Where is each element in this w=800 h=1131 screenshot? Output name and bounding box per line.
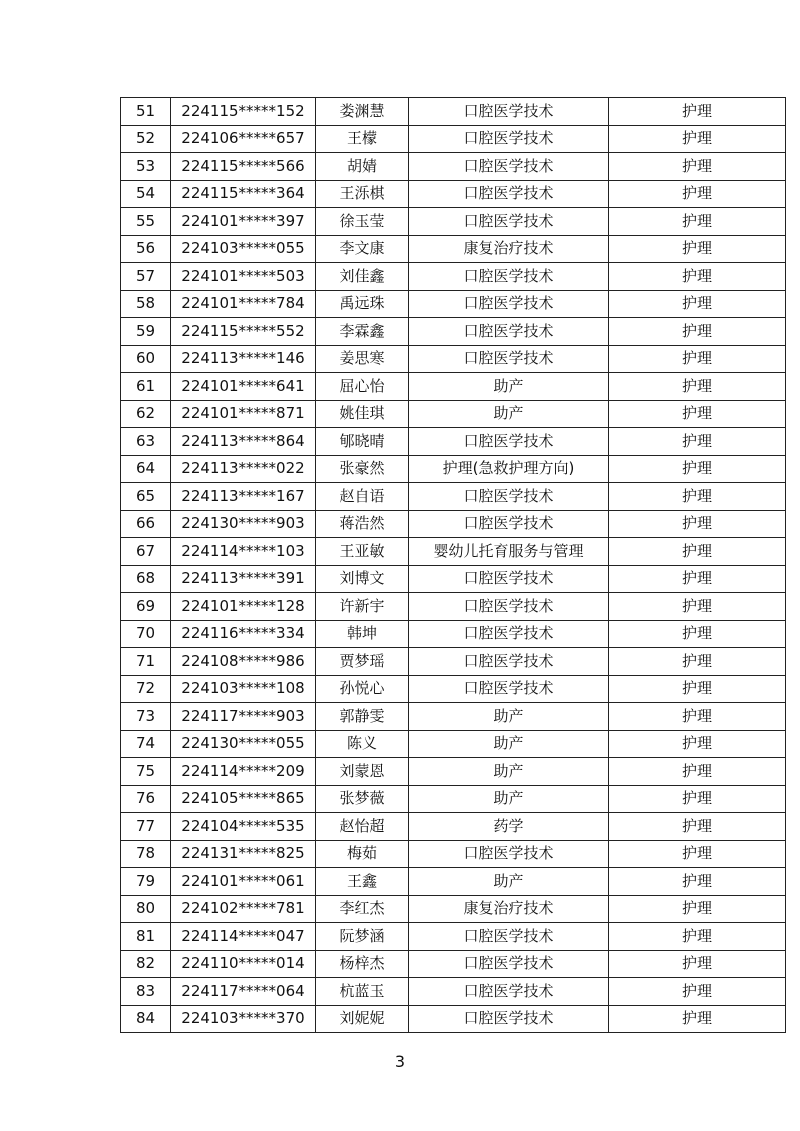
table-row: [121, 978, 786, 1006]
cell-target-major: 护理: [609, 400, 786, 428]
cell-original-major: 口腔医学技术: [409, 620, 609, 648]
cell-student-id: 224130*****055: [171, 730, 316, 758]
cell-original-major: 口腔医学技术: [409, 483, 609, 511]
table-row: [121, 208, 786, 236]
cell-original-major: 康复治疗技术: [409, 895, 609, 923]
cell-student-id: 224113*****864: [171, 428, 316, 456]
cell-seq: 65: [121, 483, 171, 511]
cell-original-major: 口腔医学技术: [409, 648, 609, 676]
table-row: [121, 180, 786, 208]
cell-target-major: 护理: [609, 593, 786, 621]
cell-original-major: 助产: [409, 785, 609, 813]
cell-original-major: 口腔医学技术: [409, 565, 609, 593]
cell-target-major: 护理: [609, 895, 786, 923]
cell-seq: 79: [121, 868, 171, 896]
table-row: [121, 565, 786, 593]
table-row: [121, 538, 786, 566]
cell-target-major: 护理: [609, 868, 786, 896]
cell-original-major: 口腔医学技术: [409, 208, 609, 236]
cell-student-id: 224103*****370: [171, 1005, 316, 1033]
cell-student-id: 224130*****903: [171, 510, 316, 538]
table-row: [121, 263, 786, 291]
cell-original-major: 口腔医学技术: [409, 428, 609, 456]
cell-student-id: 224101*****641: [171, 373, 316, 401]
cell-seq: 62: [121, 400, 171, 428]
table-row: [121, 400, 786, 428]
table-row: [121, 345, 786, 373]
cell-student-name: 王檬: [316, 125, 409, 153]
cell-student-id: 224108*****986: [171, 648, 316, 676]
cell-seq: 69: [121, 593, 171, 621]
cell-student-name: 郭静雯: [316, 703, 409, 731]
cell-seq: 55: [121, 208, 171, 236]
cell-student-name: 郇晓晴: [316, 428, 409, 456]
cell-student-id: 224113*****167: [171, 483, 316, 511]
cell-target-major: 护理: [609, 428, 786, 456]
cell-target-major: 护理: [609, 923, 786, 951]
cell-target-major: 护理: [609, 180, 786, 208]
cell-student-name: 王鑫: [316, 868, 409, 896]
cell-student-name: 徐玉莹: [316, 208, 409, 236]
cell-student-id: 224114*****047: [171, 923, 316, 951]
table-row: [121, 593, 786, 621]
cell-target-major: 护理: [609, 125, 786, 153]
table-row: [121, 813, 786, 841]
table-row: [121, 455, 786, 483]
cell-seq: 58: [121, 290, 171, 318]
cell-original-major: 口腔医学技术: [409, 345, 609, 373]
cell-seq: 52: [121, 125, 171, 153]
cell-student-name: 李文康: [316, 235, 409, 263]
cell-student-id: 224101*****871: [171, 400, 316, 428]
cell-target-major: 护理: [609, 455, 786, 483]
cell-student-id: 224117*****903: [171, 703, 316, 731]
cell-student-name: 贾梦瑶: [316, 648, 409, 676]
cell-student-name: 王泺棋: [316, 180, 409, 208]
cell-student-name: 屈心怡: [316, 373, 409, 401]
cell-target-major: 护理: [609, 373, 786, 401]
cell-student-name: 陈义: [316, 730, 409, 758]
cell-original-major: 康复治疗技术: [409, 235, 609, 263]
cell-student-id: 224114*****209: [171, 758, 316, 786]
cell-seq: 74: [121, 730, 171, 758]
cell-student-name: 杨梓杰: [316, 950, 409, 978]
cell-seq: 77: [121, 813, 171, 841]
cell-target-major: 护理: [609, 813, 786, 841]
cell-original-major: 口腔医学技术: [409, 318, 609, 346]
cell-seq: 53: [121, 153, 171, 181]
cell-target-major: 护理: [609, 950, 786, 978]
cell-student-id: 224113*****022: [171, 455, 316, 483]
cell-target-major: 护理: [609, 208, 786, 236]
cell-student-id: 224106*****657: [171, 125, 316, 153]
cell-student-name: 刘佳鑫: [316, 263, 409, 291]
cell-student-id: 224117*****064: [171, 978, 316, 1006]
table-row: [121, 950, 786, 978]
cell-target-major: 护理: [609, 153, 786, 181]
table-row: [121, 895, 786, 923]
cell-seq: 81: [121, 923, 171, 951]
cell-seq: 70: [121, 620, 171, 648]
cell-target-major: 护理: [609, 565, 786, 593]
cell-student-id: 224114*****103: [171, 538, 316, 566]
cell-original-major: 助产: [409, 868, 609, 896]
cell-student-name: 孙悦心: [316, 675, 409, 703]
table-row: [121, 98, 786, 126]
cell-original-major: 口腔医学技术: [409, 153, 609, 181]
cell-seq: 80: [121, 895, 171, 923]
cell-target-major: 护理: [609, 318, 786, 346]
cell-student-name: 娄渊慧: [316, 98, 409, 126]
table-row: [121, 675, 786, 703]
cell-original-major: 口腔医学技术: [409, 1005, 609, 1033]
cell-target-major: 护理: [609, 235, 786, 263]
cell-seq: 84: [121, 1005, 171, 1033]
cell-student-name: 蒋浩然: [316, 510, 409, 538]
cell-student-id: 224115*****552: [171, 318, 316, 346]
cell-seq: 82: [121, 950, 171, 978]
table-row: [121, 373, 786, 401]
table-row: [121, 510, 786, 538]
cell-student-name: 许新宇: [316, 593, 409, 621]
cell-student-id: 224103*****108: [171, 675, 316, 703]
cell-student-id: 224101*****128: [171, 593, 316, 621]
cell-seq: 60: [121, 345, 171, 373]
cell-original-major: 口腔医学技术: [409, 840, 609, 868]
cell-student-name: 刘蒙恩: [316, 758, 409, 786]
cell-student-id: 224102*****781: [171, 895, 316, 923]
cell-original-major: 助产: [409, 373, 609, 401]
cell-student-name: 杭蓝玉: [316, 978, 409, 1006]
cell-student-name: 张梦薇: [316, 785, 409, 813]
cell-student-name: 赵自语: [316, 483, 409, 511]
table-row: [121, 153, 786, 181]
table-row: [121, 923, 786, 951]
cell-student-id: 224105*****865: [171, 785, 316, 813]
cell-seq: 68: [121, 565, 171, 593]
cell-original-major: 婴幼儿托育服务与管理: [409, 538, 609, 566]
cell-target-major: 护理: [609, 675, 786, 703]
cell-student-name: 姚佳琪: [316, 400, 409, 428]
cell-target-major: 护理: [609, 840, 786, 868]
cell-target-major: 护理: [609, 263, 786, 291]
cell-original-major: 助产: [409, 730, 609, 758]
cell-seq: 66: [121, 510, 171, 538]
cell-student-name: 禹远珠: [316, 290, 409, 318]
table-row: [121, 868, 786, 896]
table-row: [121, 785, 786, 813]
cell-original-major: 助产: [409, 400, 609, 428]
cell-seq: 63: [121, 428, 171, 456]
cell-target-major: 护理: [609, 538, 786, 566]
cell-target-major: 护理: [609, 620, 786, 648]
cell-target-major: 护理: [609, 758, 786, 786]
cell-original-major: 口腔医学技术: [409, 290, 609, 318]
cell-student-id: 224104*****535: [171, 813, 316, 841]
cell-student-name: 韩坤: [316, 620, 409, 648]
cell-original-major: 口腔医学技术: [409, 125, 609, 153]
cell-original-major: 口腔医学技术: [409, 675, 609, 703]
cell-original-major: 助产: [409, 703, 609, 731]
table-row: [121, 1005, 786, 1033]
cell-target-major: 护理: [609, 483, 786, 511]
cell-seq: 61: [121, 373, 171, 401]
table-row: [121, 703, 786, 731]
cell-student-id: 224113*****146: [171, 345, 316, 373]
cell-student-name: 赵怡超: [316, 813, 409, 841]
table-row: [121, 620, 786, 648]
cell-original-major: 口腔医学技术: [409, 923, 609, 951]
table-row: [121, 730, 786, 758]
cell-target-major: 护理: [609, 290, 786, 318]
cell-seq: 59: [121, 318, 171, 346]
cell-original-major: 口腔医学技术: [409, 180, 609, 208]
cell-target-major: 护理: [609, 785, 786, 813]
table-row: [121, 125, 786, 153]
table-row: [121, 840, 786, 868]
cell-student-name: 李霖鑫: [316, 318, 409, 346]
cell-original-major: 口腔医学技术: [409, 950, 609, 978]
cell-student-id: 224115*****364: [171, 180, 316, 208]
page-number: 3: [394, 1052, 406, 1071]
cell-student-name: 梅茹: [316, 840, 409, 868]
cell-seq: 67: [121, 538, 171, 566]
cell-student-name: 张豪然: [316, 455, 409, 483]
cell-original-major: 助产: [409, 758, 609, 786]
cell-seq: 75: [121, 758, 171, 786]
cell-student-name: 李红杰: [316, 895, 409, 923]
cell-target-major: 护理: [609, 345, 786, 373]
cell-original-major: 口腔医学技术: [409, 510, 609, 538]
cell-seq: 73: [121, 703, 171, 731]
cell-student-id: 224101*****061: [171, 868, 316, 896]
cell-seq: 78: [121, 840, 171, 868]
cell-student-id: 224115*****566: [171, 153, 316, 181]
cell-original-major: 口腔医学技术: [409, 263, 609, 291]
cell-target-major: 护理: [609, 648, 786, 676]
cell-original-major: 口腔医学技术: [409, 98, 609, 126]
table-row: [121, 648, 786, 676]
cell-target-major: 护理: [609, 978, 786, 1006]
cell-target-major: 护理: [609, 510, 786, 538]
cell-target-major: 护理: [609, 1005, 786, 1033]
table-row: [121, 318, 786, 346]
roster-table: [120, 97, 786, 1033]
cell-original-major: 口腔医学技术: [409, 978, 609, 1006]
roster-body: [121, 98, 786, 1033]
cell-student-name: 王亚敏: [316, 538, 409, 566]
cell-seq: 51: [121, 98, 171, 126]
cell-student-id: 224115*****152: [171, 98, 316, 126]
cell-student-id: 224110*****014: [171, 950, 316, 978]
cell-student-id: 224101*****784: [171, 290, 316, 318]
cell-target-major: 护理: [609, 730, 786, 758]
cell-original-major: 护理(急救护理方向): [409, 455, 609, 483]
cell-seq: 71: [121, 648, 171, 676]
table-row: [121, 758, 786, 786]
cell-original-major: 药学: [409, 813, 609, 841]
cell-target-major: 护理: [609, 703, 786, 731]
cell-student-id: 224101*****503: [171, 263, 316, 291]
cell-student-id: 224101*****397: [171, 208, 316, 236]
cell-seq: 83: [121, 978, 171, 1006]
table-row: [121, 235, 786, 263]
cell-student-id: 224103*****055: [171, 235, 316, 263]
cell-student-id: 224113*****391: [171, 565, 316, 593]
cell-target-major: 护理: [609, 98, 786, 126]
cell-original-major: 口腔医学技术: [409, 593, 609, 621]
cell-student-name: 胡婧: [316, 153, 409, 181]
cell-student-id: 224116*****334: [171, 620, 316, 648]
cell-seq: 57: [121, 263, 171, 291]
cell-student-name: 阮梦涵: [316, 923, 409, 951]
cell-student-name: 姜思寒: [316, 345, 409, 373]
cell-seq: 54: [121, 180, 171, 208]
table-row: [121, 483, 786, 511]
table-row: [121, 428, 786, 456]
cell-student-name: 刘博文: [316, 565, 409, 593]
cell-seq: 56: [121, 235, 171, 263]
cell-student-name: 刘妮妮: [316, 1005, 409, 1033]
cell-seq: 72: [121, 675, 171, 703]
cell-student-id: 224131*****825: [171, 840, 316, 868]
table-row: [121, 290, 786, 318]
cell-seq: 76: [121, 785, 171, 813]
cell-seq: 64: [121, 455, 171, 483]
